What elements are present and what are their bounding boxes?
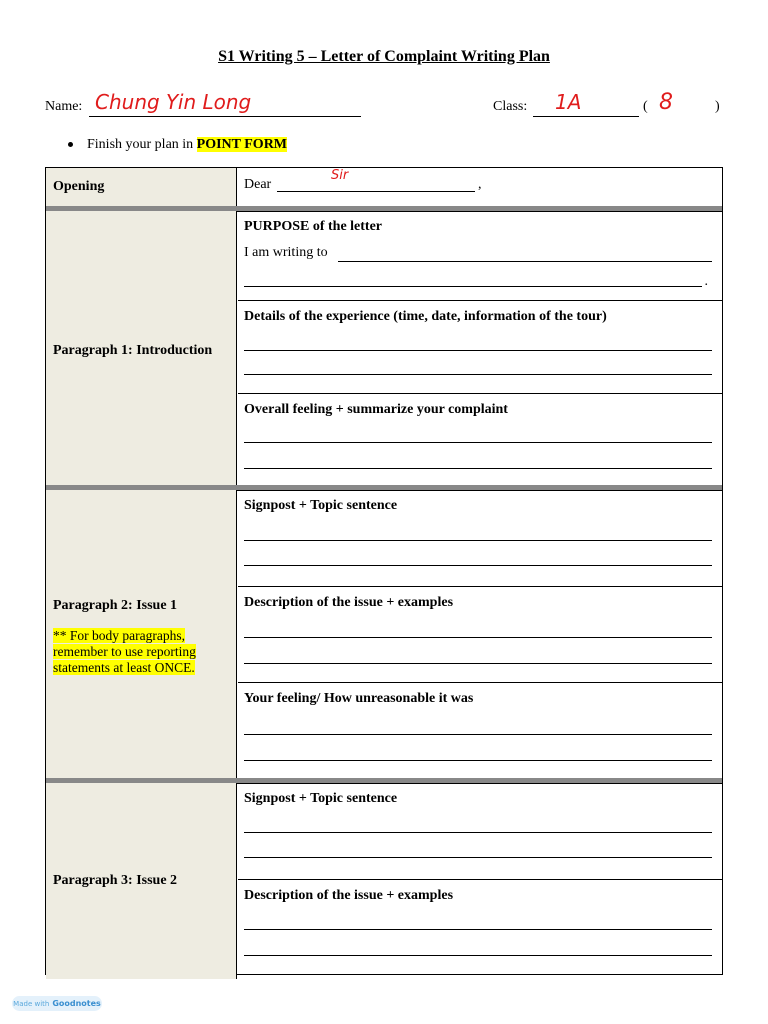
- details-label: Details of the experience (time, date, information of the tour): [244, 309, 607, 324]
- p3-signpost-label: Signpost + Topic sentence: [244, 791, 398, 806]
- overall-block: [238, 393, 722, 487]
- details-line-2[interactable]: [244, 374, 712, 375]
- paragraph2-row: [46, 485, 722, 783]
- salutation-field[interactable]: [277, 168, 475, 192]
- dear-comma: ,: [478, 177, 482, 192]
- p3-signpost-block: [238, 783, 722, 879]
- paragraph1-cell: [238, 211, 722, 490]
- name-handwritten: Chung Yin Long: [95, 90, 252, 114]
- salutation-handwritten: Sir: [331, 168, 349, 183]
- instruction-text: Finish your plan in: [87, 137, 194, 152]
- p3-description-line-2[interactable]: [244, 955, 712, 956]
- paragraph2-label-cell: [46, 490, 237, 783]
- bullet-icon: [68, 142, 73, 147]
- p2-description-block: [238, 586, 722, 683]
- paragraph2-cell: [238, 490, 722, 783]
- opening-cell: [238, 168, 722, 206]
- p2-signpost-line-2[interactable]: [244, 565, 712, 566]
- instruction: [68, 137, 287, 153]
- p3-description-block: [238, 879, 722, 975]
- name-label: Name:: [45, 99, 83, 114]
- class-number-close: ): [715, 99, 720, 114]
- p2-signpost-line-1[interactable]: [244, 540, 712, 541]
- overall-label: Overall feeling + summarize your complaint: [244, 402, 508, 417]
- p3-description-line-1[interactable]: [244, 929, 712, 930]
- purpose-line-2[interactable]: [244, 286, 702, 287]
- class-number-open: (: [643, 99, 648, 114]
- details-line-1[interactable]: [244, 350, 712, 351]
- p2-feeling-line-2[interactable]: [244, 760, 712, 761]
- paragraph3-row: [46, 778, 722, 979]
- details-block: [238, 300, 722, 394]
- p2-signpost-block: [238, 490, 722, 586]
- opening-label: Opening: [46, 168, 237, 206]
- class-handwritten: 1A: [555, 90, 582, 114]
- opening-row: [46, 168, 722, 206]
- paragraph1-row: [46, 206, 722, 490]
- p3-signpost-line-2[interactable]: [244, 857, 712, 858]
- plan-table: [45, 167, 723, 975]
- overall-line-2[interactable]: [244, 468, 712, 469]
- paragraph1-label: Paragraph 1: Introduction: [46, 211, 237, 490]
- page-title: S1 Writing 5 – Letter of Complaint Writing Plan: [218, 48, 550, 65]
- p2-description-line-1[interactable]: [244, 637, 712, 638]
- name-field[interactable]: [89, 90, 361, 117]
- goodnotes-badge: [12, 996, 102, 1011]
- class-number-handwritten[interactable]: 8: [659, 90, 673, 115]
- p2-feeling-block: [238, 682, 722, 779]
- p2-description-label: Description of the issue + examples: [244, 595, 454, 610]
- p3-signpost-line-1[interactable]: [244, 832, 712, 833]
- class-label: Class:: [493, 99, 528, 114]
- writing-to-text: I am writing to: [244, 245, 328, 260]
- p3-description-label: Description of the issue + examples: [244, 888, 454, 903]
- badge-prefix: Made with: [13, 999, 50, 1008]
- body-paragraph-note-text: ** For body paragraphs, remember to use reporting statements at least ONCE.: [53, 627, 196, 675]
- purpose-block: [238, 211, 722, 300]
- purpose-label: PURPOSE of the letter: [244, 219, 383, 234]
- paragraph3-cell: [238, 783, 722, 979]
- overall-line-1[interactable]: [244, 442, 712, 443]
- p2-feeling-label: Your feeling/ How unreasonable it was: [244, 691, 474, 706]
- instruction-highlight: POINT FORM: [196, 137, 288, 152]
- p2-signpost-label: Signpost + Topic sentence: [244, 498, 398, 513]
- purpose-line-1[interactable]: [338, 261, 712, 262]
- dear-text: Dear: [244, 177, 272, 192]
- paragraph3-label: Paragraph 3: Issue 2: [46, 783, 237, 979]
- class-field[interactable]: [533, 90, 639, 117]
- purpose-period: .: [704, 274, 708, 289]
- p2-feeling-line-1[interactable]: [244, 734, 712, 735]
- p2-description-line-2[interactable]: [244, 663, 712, 664]
- paragraph2-label: Paragraph 2: Issue 1: [53, 597, 178, 613]
- body-paragraph-note: [53, 628, 213, 676]
- badge-brand: Goodnotes: [52, 999, 101, 1008]
